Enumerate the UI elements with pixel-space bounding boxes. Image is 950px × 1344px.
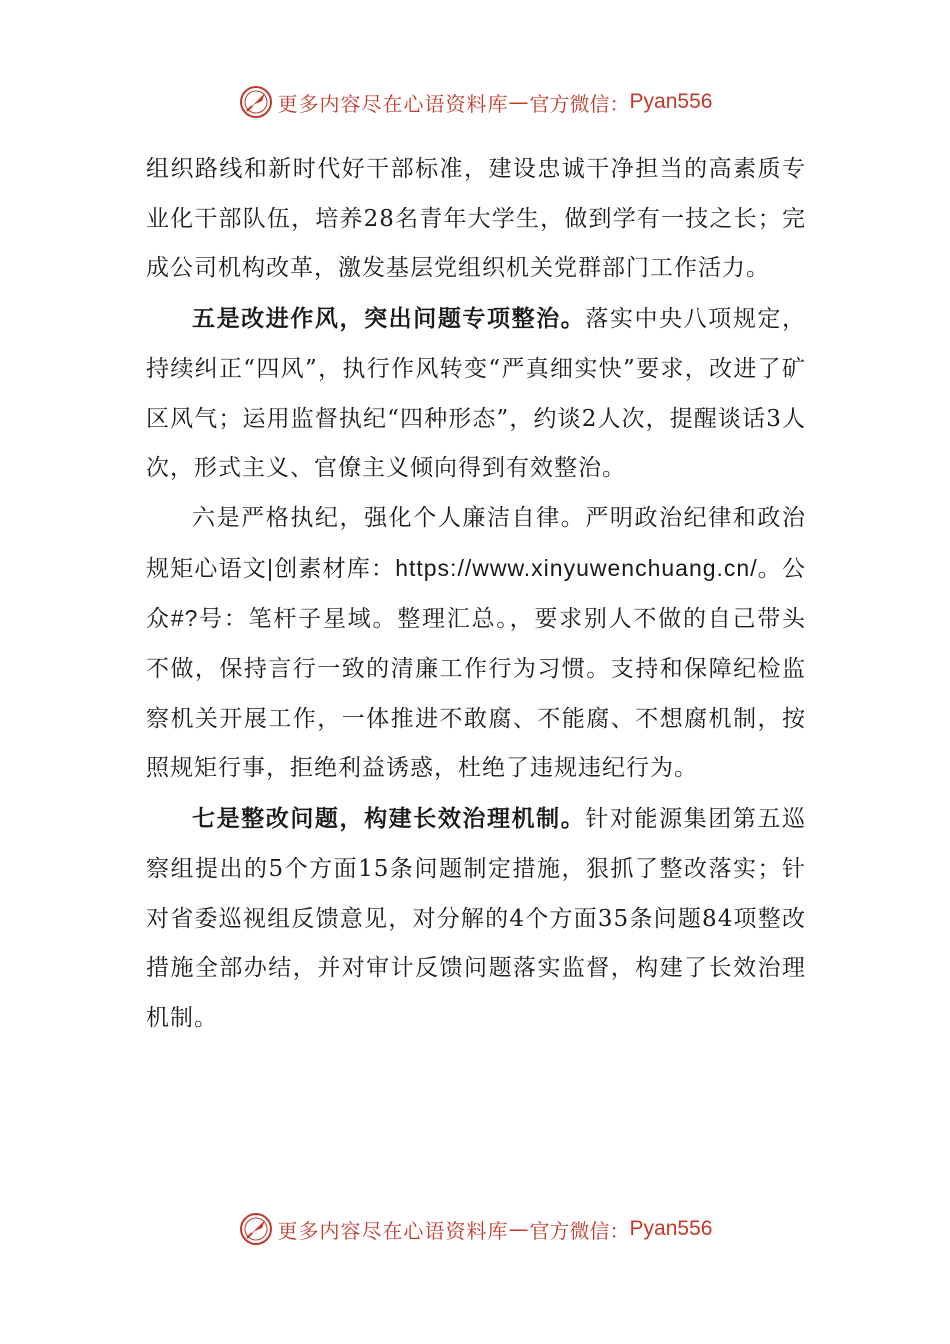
watermark-dash: —	[508, 90, 530, 114]
watermark-brand: 更多内容尽在心语资料库	[277, 91, 509, 116]
document-body	[146, 145, 806, 1044]
paragraph-body-start: 六是严格执纪，强化个人廉洁自律。严明政治纪律和政治规矩	[146, 504, 806, 582]
paragraph-6-discipline	[146, 494, 806, 794]
paragraph-body: 落实中央八项规定，持续纠正“四风”，执行作风转变“严真细实快”要求，改进了矿区风气；运用监督执纪“四种形态”，约谈2人次，提醒谈话3人次，形式主义、官僚主义倾向得到有效整治。	[146, 306, 807, 482]
paragraph-body: 组织路线和新时代好干部标准，建设忠诚干净担当的高素质专业化干部队伍，培养28名青年大学生，做到学有一技之长；完成公司机构改革，激发基层党组织机关党群部门工作活力。	[146, 156, 806, 282]
inserted-watermark-text: 心语文|创素材库：https://www.xinyuwenchuang.cn/。公众#?号：笔杆子星域。整理汇总。	[146, 554, 807, 632]
watermark-dash: —	[508, 1217, 530, 1241]
watermark-wechat-label: 官方微信：	[529, 91, 630, 116]
footer-watermark	[0, 1209, 950, 1249]
quill-logo-icon	[238, 84, 274, 120]
quill-logo-icon	[238, 1211, 274, 1247]
paragraph-body-end: ，要求别人不做的自己带头不做，保持言行一致的清廉工作行为习惯。支持和保障纪检监察机关开展工作，一体推进不敢腐、不能腐、不想腐机制，按照规矩行事，拒绝利益诱惑，杜绝了违规违纪行为。	[146, 606, 806, 782]
watermark-wechat-label: 官方微信：	[529, 1218, 630, 1243]
paragraph-5-work-style	[146, 294, 806, 494]
paragraph-heading: 七是整改问题，构建长效治理机制。	[192, 805, 586, 833]
paragraph-body: 针对能源集团第五巡察组提出的5个方面15条问题制定措施，狠抓了整改落实；针对省委巡视组反馈意见，对分解的4个方面35条问题84项整改措施全部办结，并对审计反馈问题落实监督，构建了长效治理机制。	[146, 806, 807, 1031]
watermark-wechat-id: Pyan556	[629, 1217, 713, 1240]
paragraph-heading: 五是改进作风，突出问题专项整治。	[192, 305, 586, 333]
paragraph-cadre-building	[146, 145, 806, 294]
header-watermark	[0, 82, 950, 122]
paragraph-7-rectification	[146, 794, 806, 1044]
watermark-wechat-id: Pyan556	[629, 90, 713, 113]
watermark-brand: 更多内容尽在心语资料库	[277, 1218, 509, 1243]
